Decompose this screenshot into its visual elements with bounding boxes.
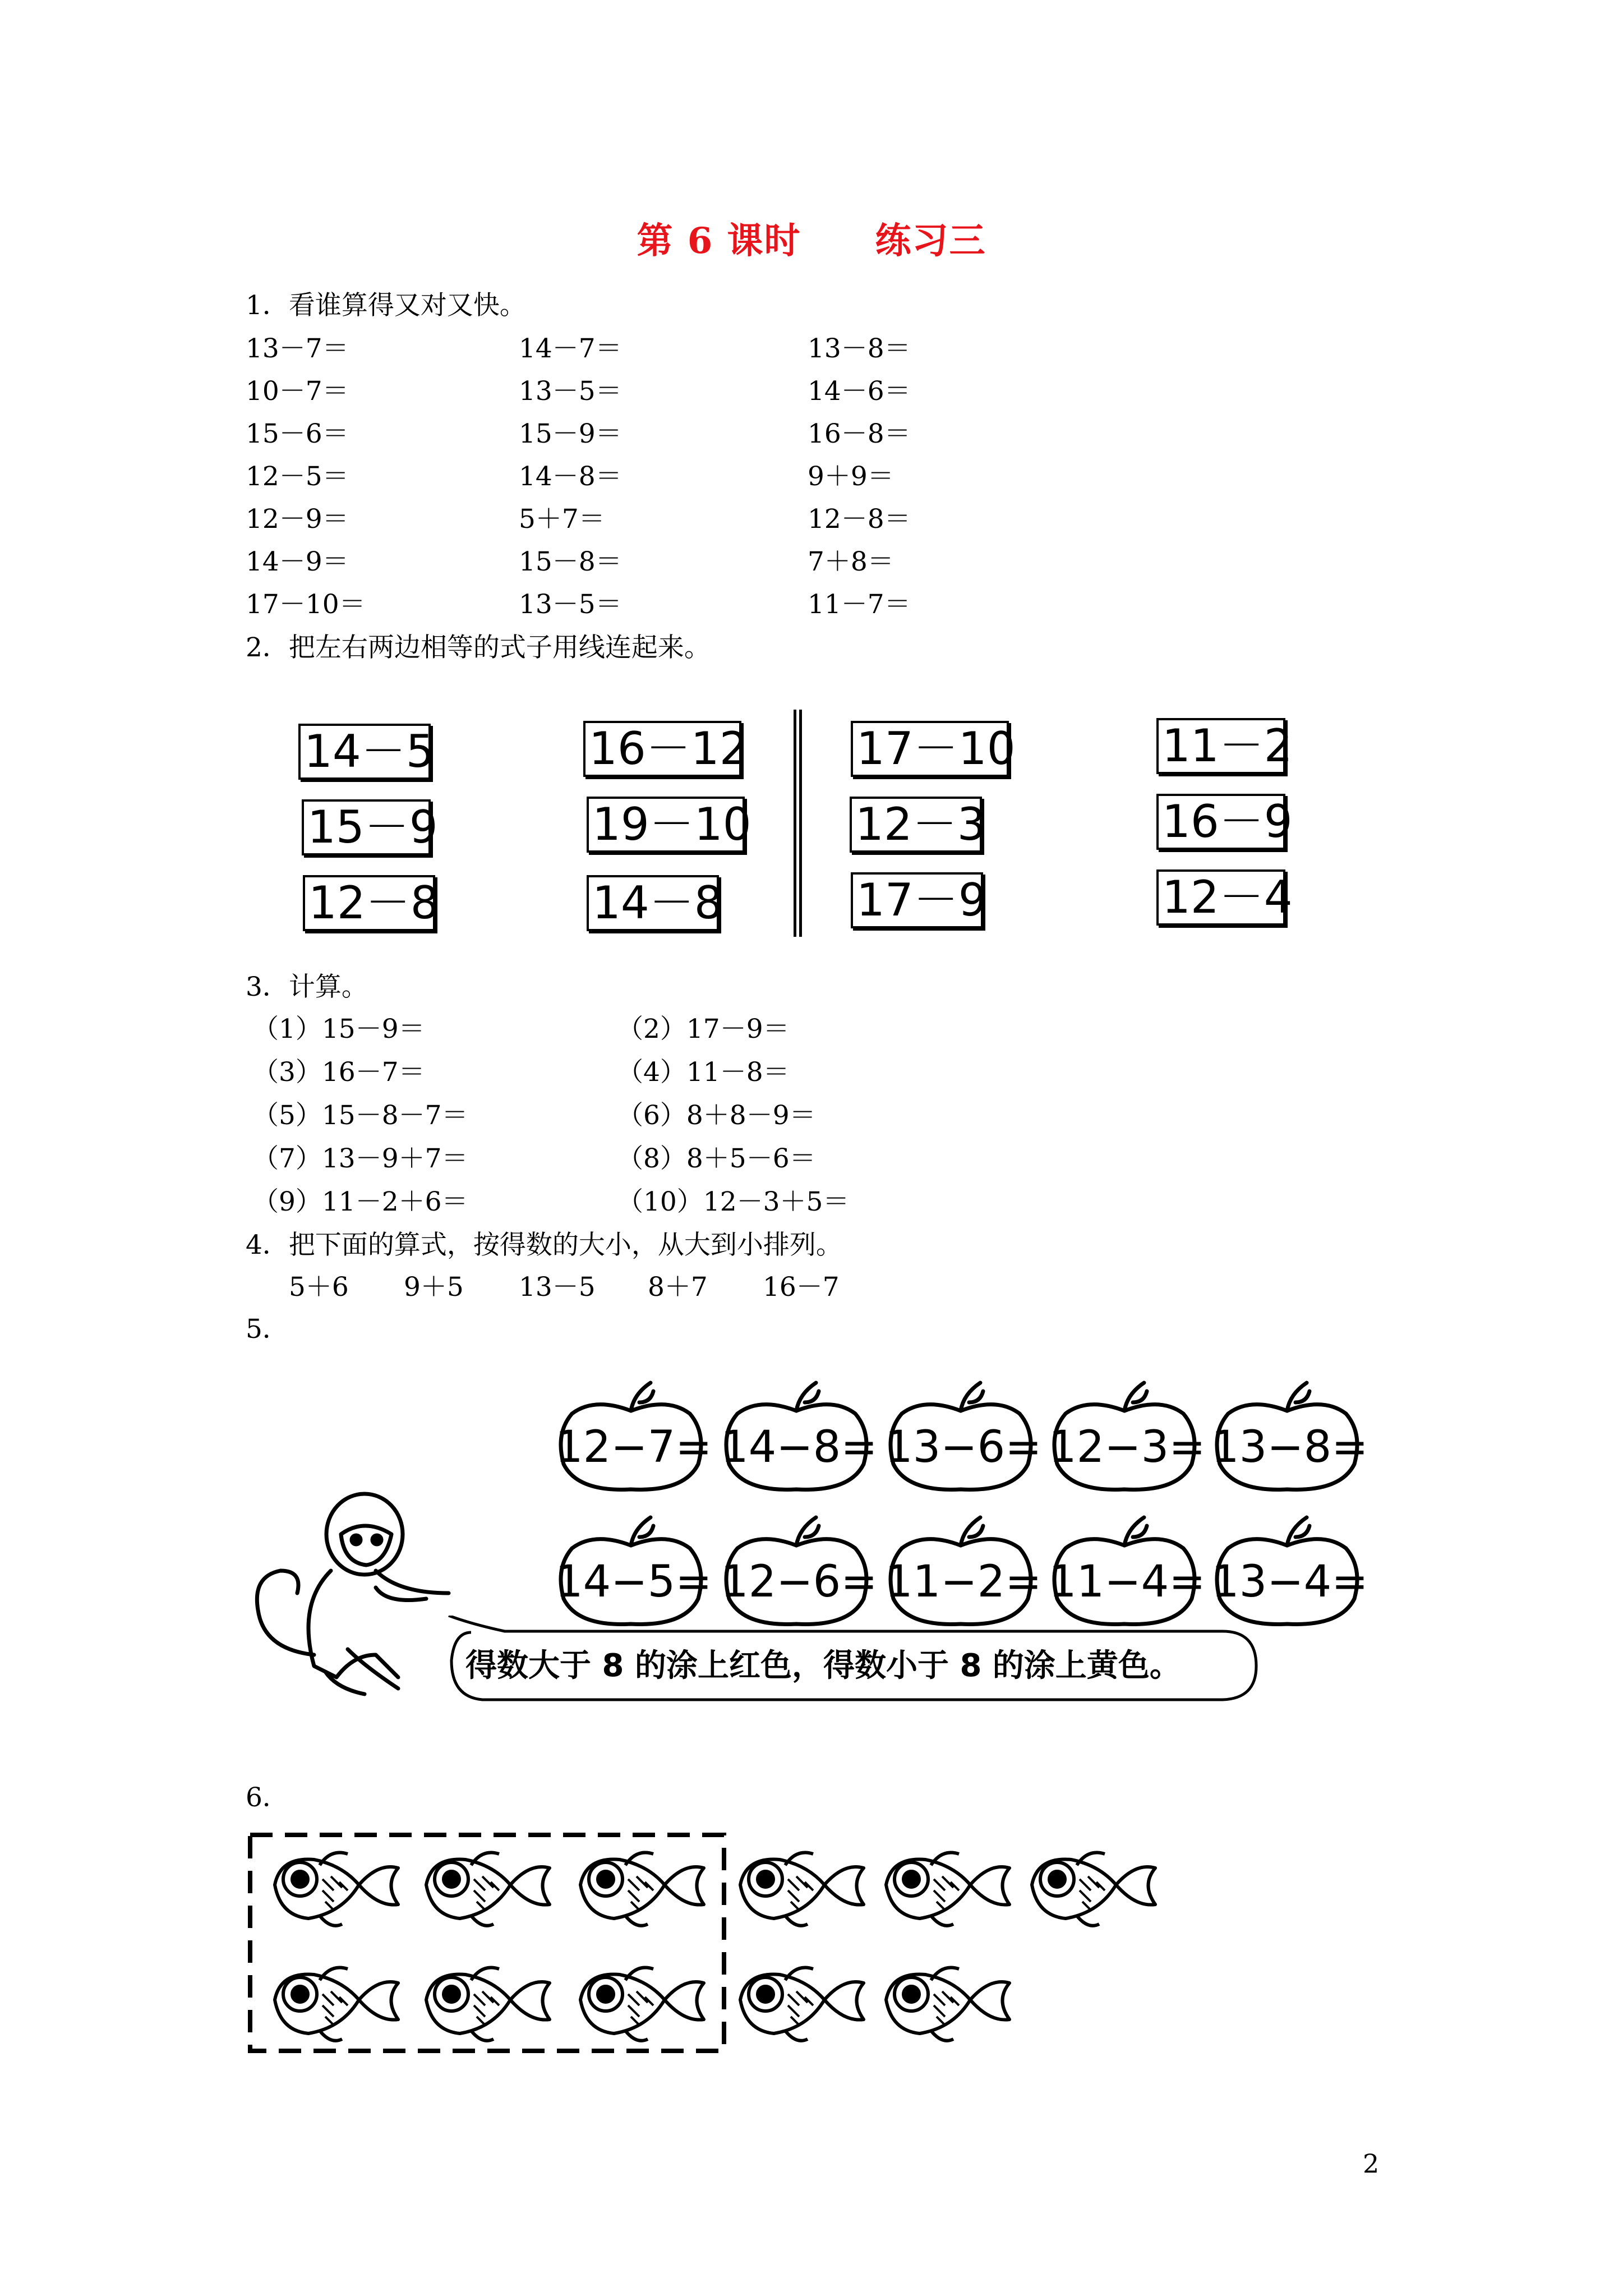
q1-problem: 10－7＝ <box>246 376 349 407</box>
q6-label: 6． <box>246 1782 289 1813</box>
expr-box: 11－2 <box>1156 718 1285 774</box>
q3-problem: （3）16－7＝ <box>252 1057 425 1088</box>
expr-box: 19－10 <box>587 797 745 853</box>
page-number: 2 <box>1363 2148 1380 2179</box>
apple-expr: 12−6= <box>721 1557 878 1607</box>
q1-problem: 14－7＝ <box>519 333 622 364</box>
expr-box: 12－8 <box>303 875 435 931</box>
q1-problem: 9＋9＝ <box>808 461 894 492</box>
apple-expr: 11−4= <box>1049 1557 1206 1607</box>
expr-box: 17－9 <box>851 872 983 928</box>
apple-expr: 13−4= <box>1211 1557 1368 1607</box>
fish-icon <box>735 1846 869 1935</box>
q2-label: 2．把左右两边相等的式子用线连起来。 <box>246 632 711 663</box>
q4-expr: 5＋6 <box>289 1272 349 1303</box>
fish-icon <box>575 1961 709 2050</box>
expr-box: 14－5 <box>298 724 431 780</box>
fish-icon <box>575 1846 709 1935</box>
q3-problem: （10）12－3＋5＝ <box>617 1186 850 1217</box>
divider-line <box>794 710 796 937</box>
q3-problem: （6）8＋8－9＝ <box>617 1100 816 1131</box>
q1-problem: 16－8＝ <box>808 418 911 449</box>
fish-icon <box>269 1961 404 2050</box>
fish-icon <box>735 1961 869 2050</box>
apple-expr: 13−6= <box>885 1422 1042 1473</box>
fish-icon <box>269 1846 404 1935</box>
q1-problem: 13－5＝ <box>519 376 622 407</box>
q1-problem: 7＋8＝ <box>808 546 894 577</box>
q3-problem: （7）13－9＋7＝ <box>252 1143 468 1174</box>
q4-expr: 16－7 <box>763 1272 840 1303</box>
q1-problem: 13－8＝ <box>808 333 911 364</box>
fish-icon <box>880 1846 1015 1935</box>
expr-box: 16－12 <box>583 721 741 777</box>
page-title: 第 6 课时 练习三 <box>637 220 986 262</box>
q3-problem: （8）8＋5－6＝ <box>617 1143 816 1174</box>
q1-problem: 17－10＝ <box>246 589 366 620</box>
expr-box: 16－9 <box>1156 794 1285 850</box>
fish-icon <box>880 1961 1015 2050</box>
q3-problem: （1）15－9＝ <box>252 1014 425 1045</box>
q1-problem: 12－5＝ <box>246 461 349 492</box>
q1-problem: 15－9＝ <box>519 418 622 449</box>
divider-line <box>799 710 802 937</box>
expr-box: 14－8 <box>587 875 719 931</box>
apple-expr: 13−8= <box>1211 1422 1368 1473</box>
fish-icon <box>1026 1846 1161 1935</box>
q3-label: 3．计算。 <box>246 972 368 1002</box>
q3-problem: （9）11－2＋6＝ <box>252 1186 468 1217</box>
q4-label: 4．把下面的算式，按得数的大小，从大到小排列。 <box>246 1230 842 1260</box>
q1-problem: 15－8＝ <box>519 546 622 577</box>
apple-expr: 12−3= <box>1049 1422 1206 1473</box>
q4-expr: 8＋7 <box>648 1272 708 1303</box>
q4-expr: 9＋5 <box>404 1272 464 1303</box>
expr-box: 12－3 <box>850 797 982 853</box>
q1-problem: 14－6＝ <box>808 376 911 407</box>
q3-problem: （2）17－9＝ <box>617 1014 790 1045</box>
apple-expr: 11−2= <box>885 1557 1042 1607</box>
q1-label: 1．看谁算得又对又快。 <box>246 290 526 321</box>
q1-problem: 11－7＝ <box>808 589 911 620</box>
apple-expr: 14−8= <box>721 1422 878 1473</box>
speech-text: 得数大于 8 的涂上红色，得数小于 8 的涂上黄色。 <box>465 1648 1181 1684</box>
q3-problem: （5）15－8－7＝ <box>252 1100 468 1131</box>
q1-problem: 14－8＝ <box>519 461 622 492</box>
q1-problem: 13－7＝ <box>246 333 349 364</box>
apple-expr: 14−5= <box>555 1557 712 1607</box>
q4-expr: 13－5 <box>519 1272 596 1303</box>
fish-icon <box>421 1846 555 1935</box>
q5-label: 5． <box>246 1314 289 1345</box>
q1-problem: 12－9＝ <box>246 504 349 535</box>
expr-box: 12－4 <box>1156 869 1285 926</box>
q1-problem: 12－8＝ <box>808 504 911 535</box>
monkey-illustration <box>247 1487 460 1705</box>
q1-problem: 5＋7＝ <box>519 504 605 535</box>
expr-box: 15－9 <box>302 799 431 855</box>
q3-problem: （4）11－8＝ <box>617 1057 790 1088</box>
q1-problem: 13－5＝ <box>519 589 622 620</box>
expr-box: 17－10 <box>851 721 1009 777</box>
q1-problem: 14－9＝ <box>246 546 349 577</box>
fish-icon <box>421 1961 555 2050</box>
apple-expr: 12−7= <box>555 1422 712 1473</box>
q1-problem: 15－6＝ <box>246 418 349 449</box>
